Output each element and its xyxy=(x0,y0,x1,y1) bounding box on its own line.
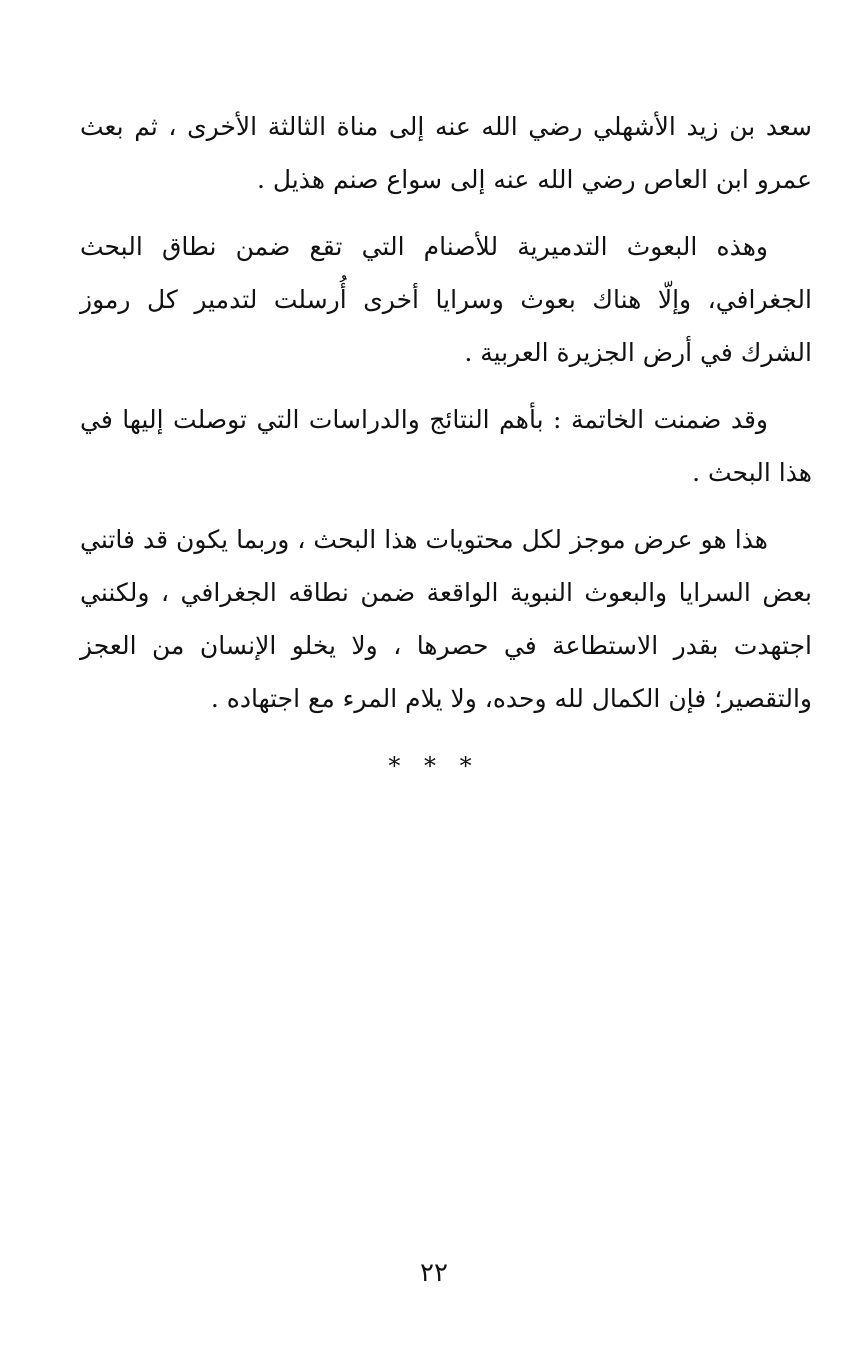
body-text xyxy=(80,100,812,739)
paragraph-2: وهذه البعوث التدميرية للأصنام التي تقع ضمن نطاق البحث الجغرافي، وإلّا هناك بعوث وسرايا أخرى أُرسلت لتدمير كل رموز الشرك في أرض الجزيرة العربية . xyxy=(80,232,812,367)
page-number: ٢٢ xyxy=(420,1258,448,1288)
section-separator: * * * xyxy=(388,752,480,780)
paragraph-3: وقد ضمنت الخاتمة : بأهم النتائج والدراسات التي توصلت إليها في هذا البحث . xyxy=(80,405,812,487)
paragraph-4: هذا هو عرض موجز لكل محتويات هذا البحث ، وربما يكون قد فاتني بعض السرايا والبعوث النبوية الواقعة ضمن نطاقه الجغرافي ، ولكنني اجتهدت بقدر الاستطاعة في حصرها ، ولا يخلو الإنسان من العجز والتقصير؛ فإن الكمال لله وحده، ولا يلام المرء مع اجتهاده . xyxy=(80,525,812,713)
paragraph-1: سعد بن زيد الأشهلي رضي الله عنه إلى مناة الثالثة الأخرى ، ثم بعث عمرو ابن العاص رضي الله عنه إلى سواع صنم هذيل . xyxy=(80,112,812,194)
